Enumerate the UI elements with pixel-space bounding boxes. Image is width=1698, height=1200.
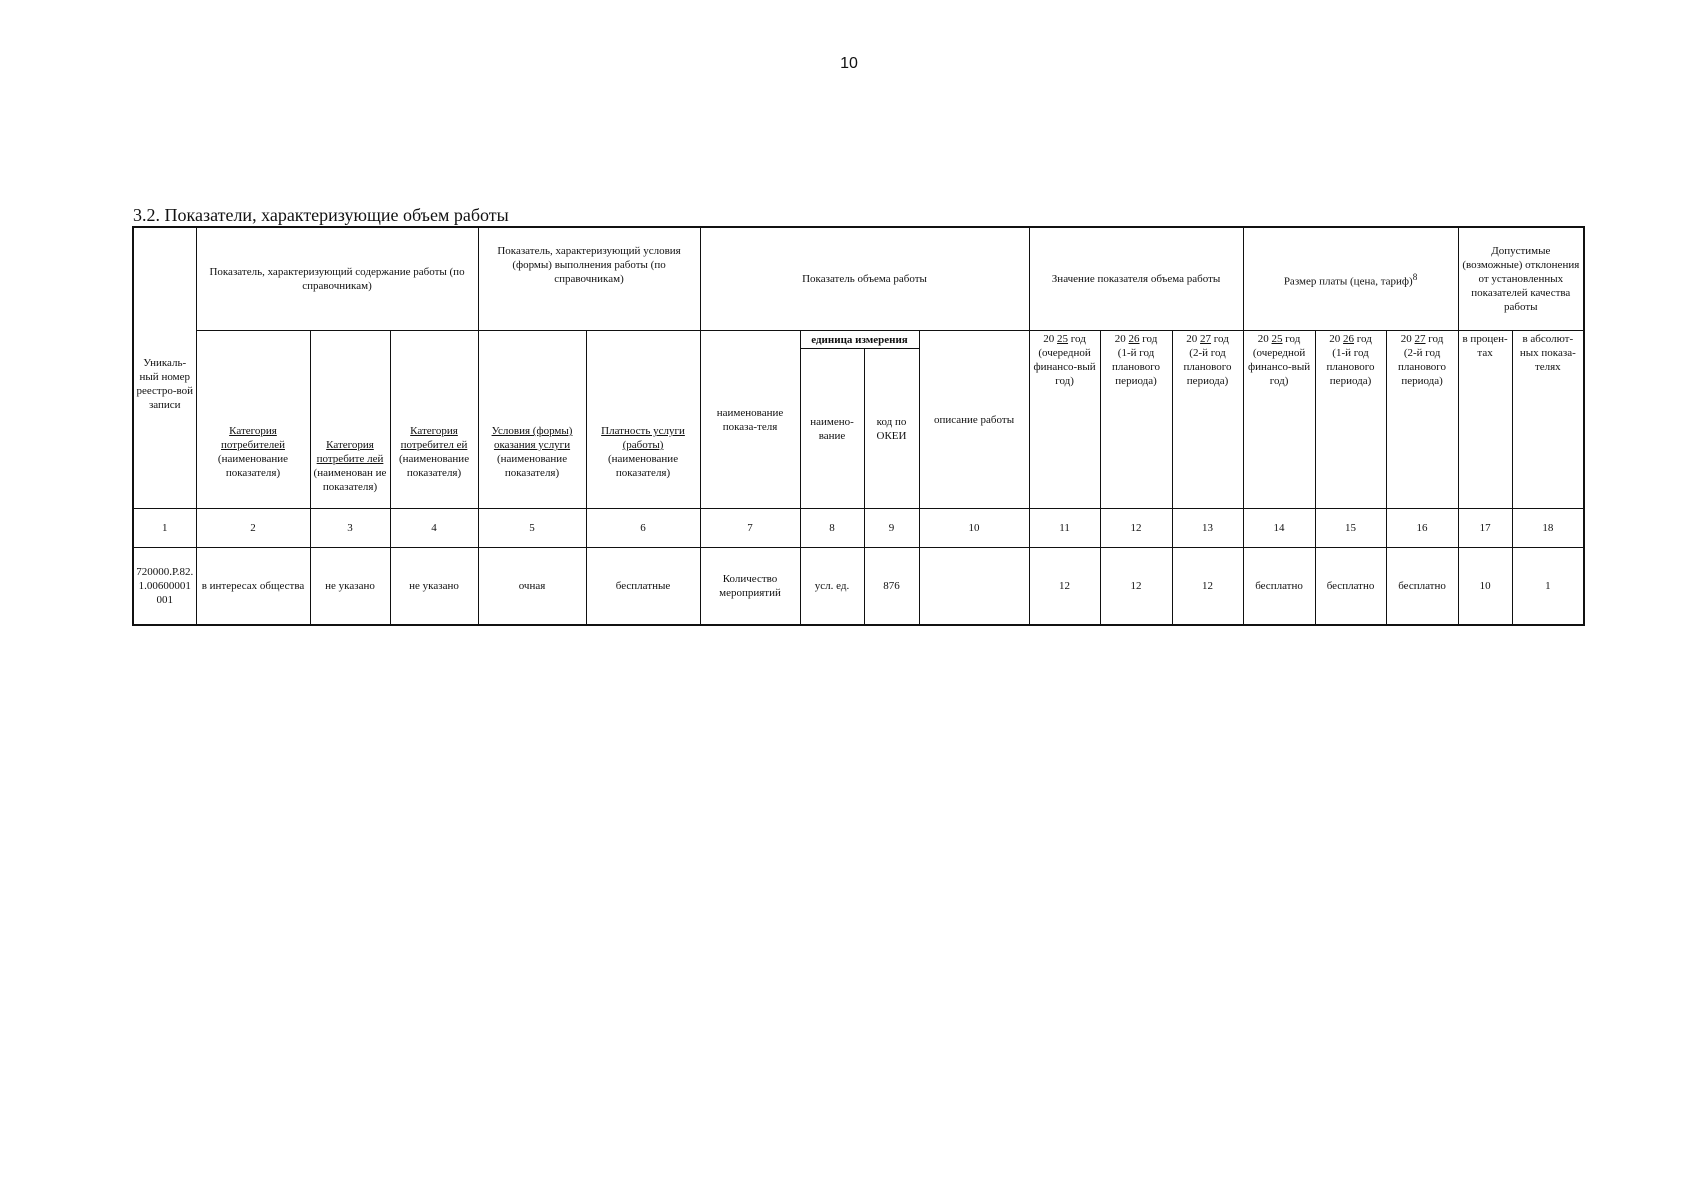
col2-header: Категория потребителей (наименование показателя)	[196, 331, 310, 509]
column-number: 2	[196, 509, 310, 548]
column-number: 3	[310, 509, 390, 548]
column-number: 9	[864, 509, 919, 548]
volume-indicators-table	[132, 226, 1585, 626]
row-category-2: не указано	[310, 548, 390, 626]
column-number: 5	[478, 509, 586, 548]
column-number: 10	[919, 509, 1029, 548]
col10-header: описание работы	[919, 331, 1029, 509]
column-number: 16	[1386, 509, 1458, 548]
conditions-group-header: Показатель, характеризующий условия (формы) выполнения работы (по справочникам)	[478, 227, 700, 331]
column-numbers-row	[133, 509, 1584, 548]
row-deviation-percent: 10	[1458, 548, 1512, 626]
row-value-2027: 12	[1172, 548, 1243, 626]
section-title: 3.2. Показатели, характеризующие объем работы	[133, 205, 509, 225]
row-payment-type: бесплатные	[586, 548, 700, 626]
row-fee-2027: бесплатно	[1386, 548, 1458, 626]
col11-header: 20 25 год (очередной финансо-вый год)	[1029, 331, 1100, 509]
col3-header: Категория потребите лей (наименован ие показателя)	[310, 331, 390, 509]
fee-footnote: 8	[1412, 271, 1418, 282]
col17-header: в процен-тах	[1458, 331, 1512, 509]
header-row-subgroups	[133, 331, 1584, 349]
column-number: 15	[1315, 509, 1386, 548]
value-group-header: Значение показателя объема работы	[1029, 227, 1243, 331]
column-number: 4	[390, 509, 478, 548]
row-indicator-name: Количество мероприятий	[700, 548, 800, 626]
row-consumer-category: в интересах общества	[196, 548, 310, 626]
column-number: 18	[1512, 509, 1584, 548]
row-fee-2025: бесплатно	[1243, 548, 1315, 626]
fee-group-header: Размер платы (цена, тариф)$^8$	[1243, 227, 1458, 331]
row-unique-id: 720000.Р.82.1.00600001001	[133, 548, 196, 626]
page-number: 10	[840, 55, 858, 72]
column-number: 13	[1172, 509, 1243, 548]
content-group-header: Показатель, характеризующий содержание работы (по справочникам)	[196, 227, 478, 331]
col8-header: наимено-вание	[800, 349, 864, 509]
col18-header: в абсолют-ных показа-телях	[1512, 331, 1584, 509]
col7-header: наименование показа-теля	[700, 331, 800, 509]
col13-header: 20 27 год (2-й год планового периода)	[1172, 331, 1243, 509]
column-number: 7	[700, 509, 800, 548]
unit-group-header: единица измерения	[800, 331, 919, 349]
row-category-3: не указано	[390, 548, 478, 626]
column-number: 1	[133, 509, 196, 548]
row-value-2026: 12	[1100, 548, 1172, 626]
column-number: 6	[586, 509, 700, 548]
row-okei-code: 876	[864, 548, 919, 626]
table-row	[133, 548, 1584, 626]
row-value-2025: 12	[1029, 548, 1100, 626]
col4-header: Категория потребител ей (наименование показателя)	[390, 331, 478, 509]
volume-group-header: Показатель объема работы	[700, 227, 1029, 331]
unique-id-header: Уникаль-ный номер реестро-вой записи	[133, 227, 196, 509]
col6-header: Платность услуги (работы) (наименование показателя)	[586, 331, 700, 509]
row-work-description	[919, 548, 1029, 626]
header-row-groups	[133, 227, 1584, 331]
column-number: 14	[1243, 509, 1315, 548]
col9-header: код по ОКЕИ	[864, 349, 919, 509]
row-fee-2026: бесплатно	[1315, 548, 1386, 626]
row-unit-name: усл. ед.	[800, 548, 864, 626]
column-number: 11	[1029, 509, 1100, 548]
col12-header: 20 26 год (1-й год планового периода)	[1100, 331, 1172, 509]
column-number: 8	[800, 509, 864, 548]
col16-header: 20 27 год (2-й год планового периода)	[1386, 331, 1458, 509]
row-service-form: очная	[478, 548, 586, 626]
col15-header: 20 26 год (1-й год планового периода)	[1315, 331, 1386, 509]
column-number: 12	[1100, 509, 1172, 548]
col14-header: 20 25 год (очередной финансо-вый год)	[1243, 331, 1315, 509]
col5-header: Условия (формы) оказания услуги (наименование показателя)	[478, 331, 586, 509]
column-number: 17	[1458, 509, 1512, 548]
deviation-group-header: Допустимые (возможные) отклонения от установленных показателей качества работы	[1458, 227, 1584, 331]
row-deviation-absolute: 1	[1512, 548, 1584, 626]
